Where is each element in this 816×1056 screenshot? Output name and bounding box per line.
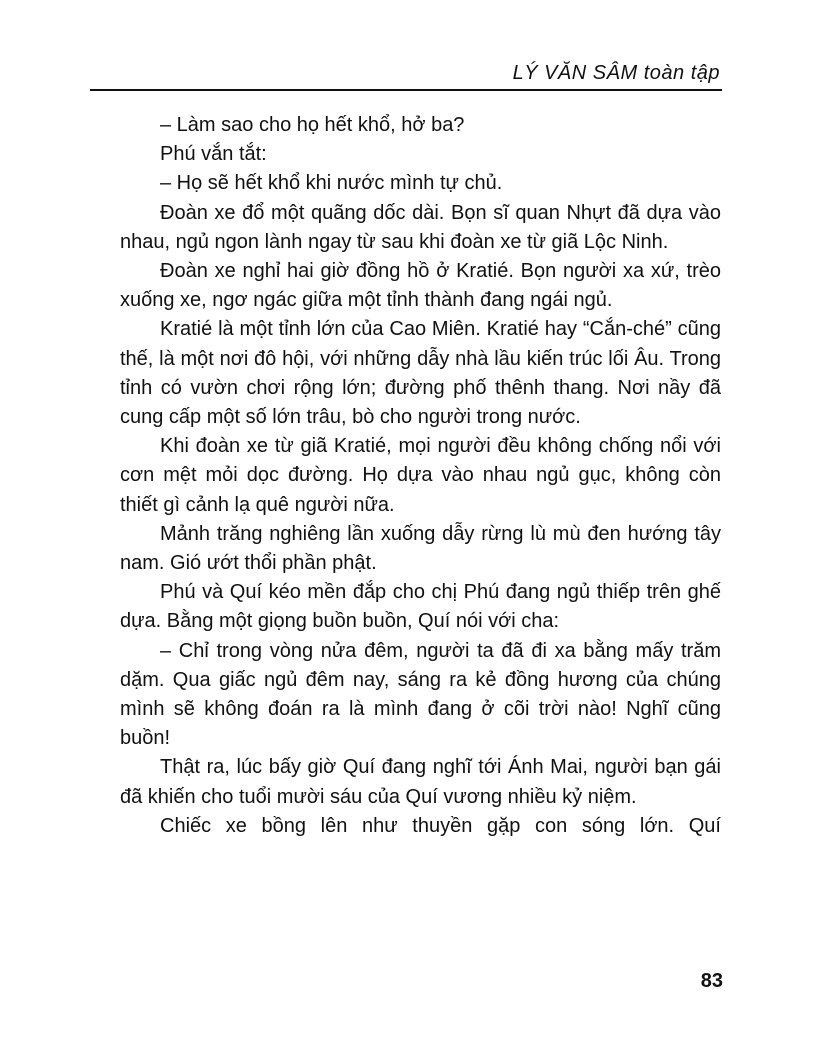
paragraph: – Chỉ trong vòng nửa đêm, người ta đã đi xa bằng mấy trăm dặm. Qua giấc ngủ đêm nay, sáng ra kẻ đồng hương của chúng mình sẽ không đoán ra là mình đang ở cõi trời nào! Nghĩ cũng buồn! [120,639,721,750]
body-text [120,111,721,841]
paragraph: Kratié là một tỉnh lớn của Cao Miên. Kratié hay “Cắn-ché” cũng thế, là một nơi đô hội, với những dẫy nhà lầu kiến trúc lối Âu. Trong tỉnh có vườn chơi rộng lớn; đường phố thênh thang. Nơi nầy đã cung cấp một số lớn trâu, bò cho người trong nước. [120,318,721,429]
paragraph: Chiếc xe bồng lên như thuyền gặp con sóng lớn. Quí [160,814,721,837]
paragraph: Khi đoàn xe từ giã Kratié, mọi người đều không chống nổi với cơn mệt mỏi dọc đường. Họ dựa vào nhau ngủ gục, không còn thiết gì cảnh lạ quê người nữa. [120,435,721,516]
paragraph: Phú vắn tắt: [160,143,267,166]
paragraph: Đoàn xe đổ một quãng dốc dài. Bọn sĩ quan Nhựt đã dựa vào nhau, ngủ ngon lành ngay từ sau khi đoàn xe từ giã Lộc Ninh. [120,201,721,253]
header-rule [90,89,722,91]
paragraph: – Họ sẽ hết khổ khi nước mình tự chủ. [160,172,503,195]
paragraph: Thật ra, lúc bấy giờ Quí đang nghĩ tới Ánh Mai, người bạn gái đã khiến cho tuổi mười sáu của Quí vương nhiều kỷ niệm. [120,756,721,808]
running-header: LÝ VĂN SÂM toàn tập [512,62,720,84]
paragraph: – Làm sao cho họ hết khổ, hở ba? [160,114,465,136]
page-number: 83 [700,970,723,992]
paragraph: Mảnh trăng nghiêng lần xuống dẫy rừng lù mù đen hướng tây nam. Gió ướt thổi phần phật. [120,522,721,575]
paragraph: Phú và Quí kéo mền đắp cho chị Phú đang ngủ thiếp trên ghế dựa. Bằng một giọng buồn buồn, Quí nói với cha: [120,581,721,633]
paragraph: Đoàn xe nghỉ hai giờ đồng hồ ở Kratié. Bọn người xa xứ, trèo xuống xe, ngơ ngác giữa một tỉnh thành đang ngái ngủ. [120,260,721,312]
